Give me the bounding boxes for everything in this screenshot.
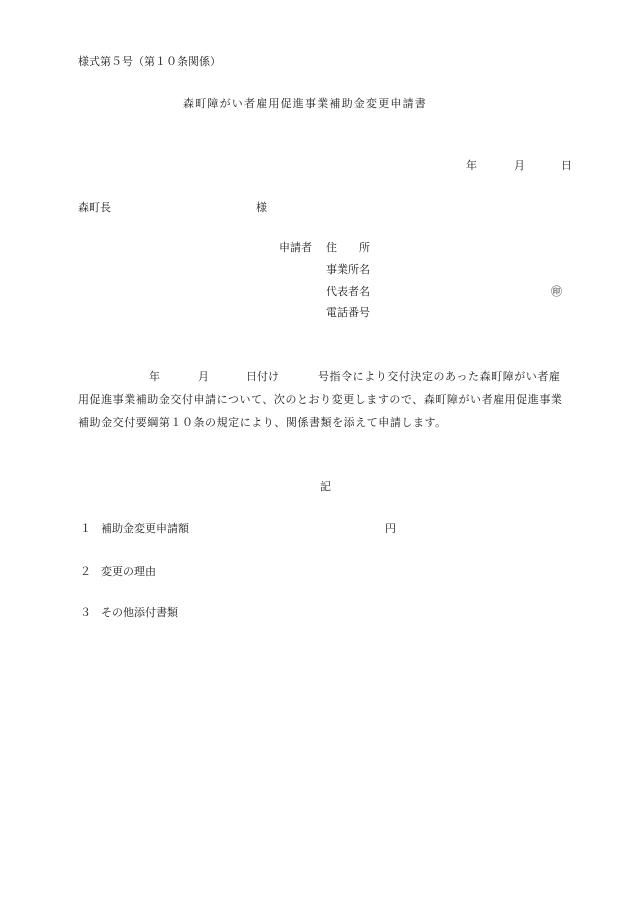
- body-line3: 補助金交付要綱第１０条の規定により、関係書類を添えて申請します。: [78, 416, 447, 429]
- ki-heading: 記: [320, 480, 331, 493]
- item-number: ３: [80, 606, 91, 619]
- body-line2: 用促進事業補助金交付申請について、次のとおり変更しますので、森町障がい者雇用促進事業: [78, 393, 563, 406]
- applicant-business-name-label: 事業所名: [326, 263, 370, 276]
- date-day: 日: [561, 159, 572, 172]
- addressee-honorific: 様: [256, 201, 267, 214]
- date-month: 月: [514, 159, 525, 172]
- document-title: 森町障がい者雇用促進事業補助金変更申請書: [183, 97, 427, 110]
- item-label: 変更の理由: [101, 565, 156, 578]
- item-number: ２: [80, 565, 91, 578]
- item-unit: 円: [385, 522, 396, 535]
- item-number: １: [80, 522, 91, 535]
- date-year: 年: [466, 159, 477, 172]
- body-day-dated: 日付け: [246, 370, 279, 383]
- addressee-name: 森町長: [78, 201, 111, 214]
- seal-mark: ㊞: [551, 285, 562, 298]
- body-line1-text: 号指令により交付決定のあった森町障がい者雇: [318, 370, 561, 383]
- body-year: 年: [149, 370, 160, 383]
- item-label: 補助金変更申請額: [101, 522, 189, 535]
- applicant-phone-label: 電話番号: [326, 306, 370, 319]
- applicant-address-label: 住 所: [326, 241, 370, 254]
- applicant-label: 申請者: [279, 241, 312, 254]
- body-month: 月: [198, 370, 209, 383]
- form-number: 様式第５号（第１０条関係）: [78, 55, 221, 68]
- item-label: その他添付書類: [101, 606, 178, 619]
- applicant-representative-label: 代表者名: [326, 285, 370, 298]
